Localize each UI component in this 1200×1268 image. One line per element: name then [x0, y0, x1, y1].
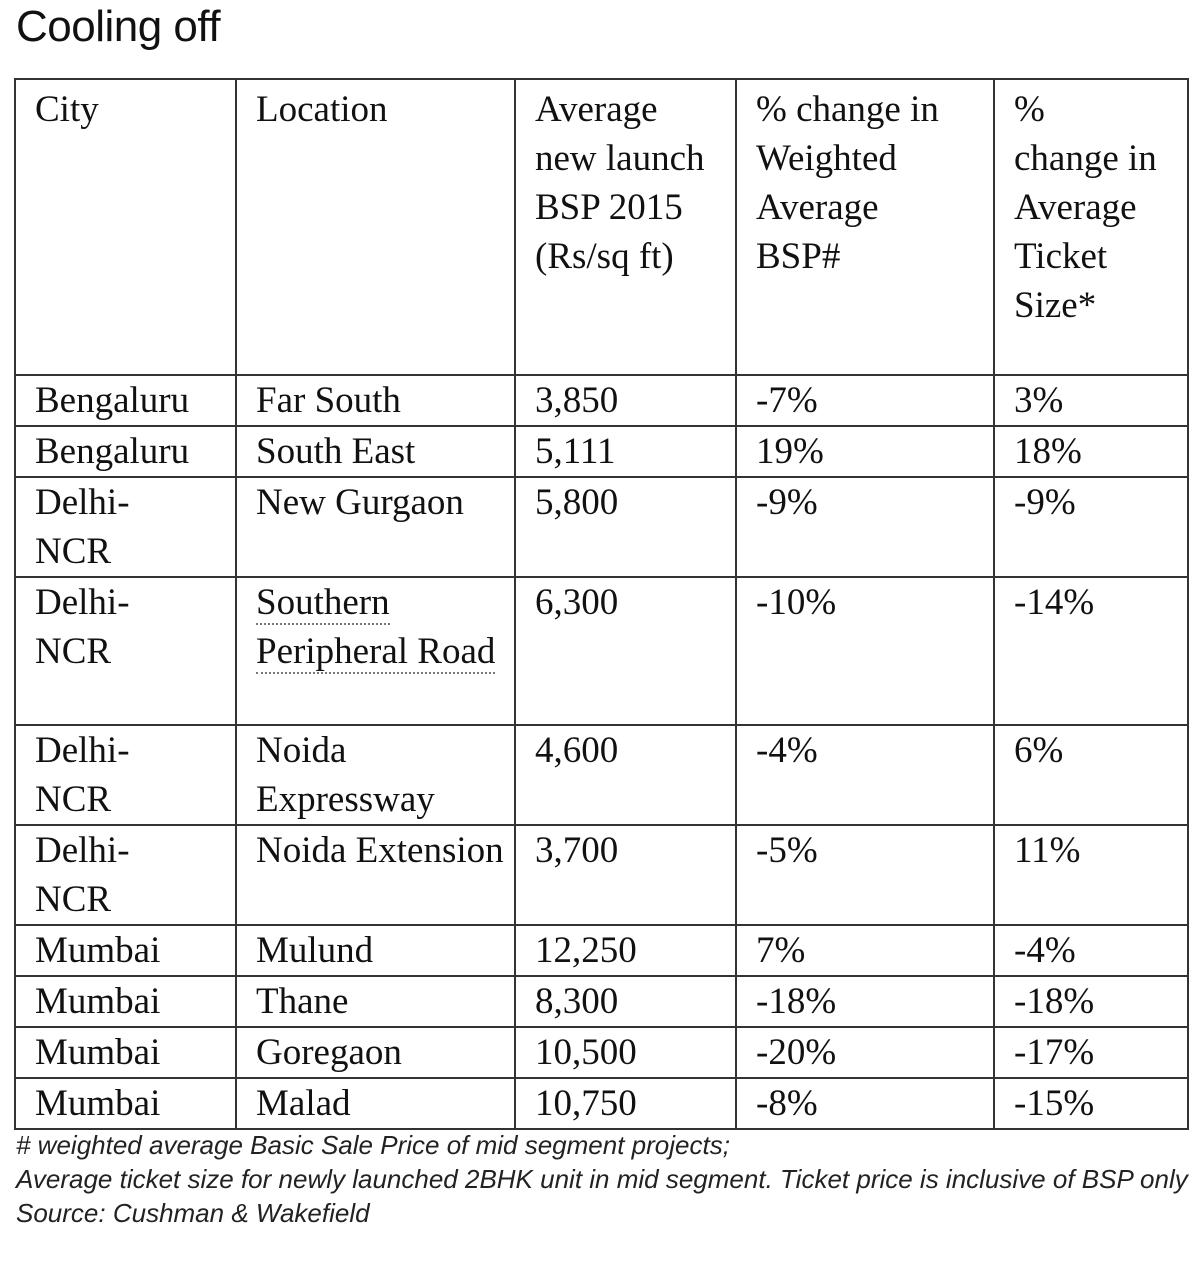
cell-bsp: 5,800	[515, 477, 736, 577]
cell-wa-change: -4%	[736, 725, 994, 825]
cell-wa-change: 19%	[736, 426, 994, 477]
cell-location: Malad	[236, 1078, 515, 1129]
table-row	[15, 1027, 1188, 1078]
page-title: Cooling off	[16, 2, 221, 51]
cell-bsp: 10,500	[515, 1027, 736, 1078]
column-header-ticket-size-change: % change in Average Ticket Size*	[994, 79, 1188, 375]
cell-ticket-change: -9%	[994, 477, 1188, 577]
cell-wa-change: -8%	[736, 1078, 994, 1129]
cell-wa-change: -20%	[736, 1027, 994, 1078]
column-header-location: Location	[236, 79, 515, 375]
footnote-ticket-size: Average ticket size for newly launched 2BHK unit in mid segment. Ticket price is inclusive of BSP only	[16, 1164, 1188, 1194]
cell-bsp: 6,300	[515, 577, 736, 725]
cell-location: Noida Extension	[236, 825, 515, 925]
cell-bsp: 5,111	[515, 426, 736, 477]
cell-city: Mumbai	[15, 1078, 236, 1129]
cell-ticket-change: -17%	[994, 1027, 1188, 1078]
cell-bsp: 10,750	[515, 1078, 736, 1129]
cell-city: Bengaluru	[15, 375, 236, 426]
cell-city: Mumbai	[15, 976, 236, 1027]
cell-ticket-change: 18%	[994, 426, 1188, 477]
cell-wa-change: -5%	[736, 825, 994, 925]
cell-location: Noida Expressway	[236, 725, 515, 825]
cell-bsp: 8,300	[515, 976, 736, 1027]
table-row	[15, 725, 1188, 825]
column-header-weighted-average-change: % change in Weighted Average BSP#	[736, 79, 994, 375]
cell-location: Thane	[236, 976, 515, 1027]
cell-ticket-change: -15%	[994, 1078, 1188, 1129]
table-row	[15, 925, 1188, 976]
cell-city: Delhi-NCR	[15, 577, 236, 725]
table-row	[15, 375, 1188, 426]
cell-location: New Gurgaon	[236, 477, 515, 577]
cell-location-text: Southern Peripheral Road	[256, 582, 496, 672]
cell-city: Bengaluru	[15, 426, 236, 477]
table-row	[15, 577, 1188, 725]
cell-city: Delhi-NCR	[15, 725, 236, 825]
cell-wa-change: -10%	[736, 577, 994, 725]
column-header-bsp: Average new launch BSP 2015 (Rs/sq ft)	[515, 79, 736, 375]
cell-bsp: 4,600	[515, 725, 736, 825]
cell-location: Goregaon	[236, 1027, 515, 1078]
column-header-city: City	[15, 79, 236, 375]
table-row	[15, 1078, 1188, 1129]
cell-location	[236, 577, 515, 725]
footnote-weighted-average: # weighted average Basic Sale Price of mid segment projects;	[16, 1130, 730, 1160]
cell-city: Mumbai	[15, 1027, 236, 1078]
table-row	[15, 825, 1188, 925]
cell-ticket-change: -14%	[994, 577, 1188, 725]
cell-bsp: 12,250	[515, 925, 736, 976]
cell-wa-change: -9%	[736, 477, 994, 577]
cell-ticket-change: -4%	[994, 925, 1188, 976]
cell-location: Far South	[236, 375, 515, 426]
cell-ticket-change: -18%	[994, 976, 1188, 1027]
cell-location: South East	[236, 426, 515, 477]
cell-bsp: 3,700	[515, 825, 736, 925]
source-note: Source: Cushman & Wakefield	[16, 1198, 370, 1228]
cell-city: Mumbai	[15, 925, 236, 976]
table-row	[15, 976, 1188, 1027]
cell-ticket-change: 6%	[994, 725, 1188, 825]
cell-city: Delhi-NCR	[15, 477, 236, 577]
cell-bsp: 3,850	[515, 375, 736, 426]
cell-ticket-change: 11%	[994, 825, 1188, 925]
cell-wa-change: 7%	[736, 925, 994, 976]
cell-ticket-change: 3%	[994, 375, 1188, 426]
footnotes	[16, 1128, 1196, 1230]
cell-wa-change: -18%	[736, 976, 994, 1027]
table-row	[15, 477, 1188, 577]
data-table	[14, 78, 1189, 1130]
cell-wa-change: -7%	[736, 375, 994, 426]
cell-location: Mulund	[236, 925, 515, 976]
table-row	[15, 426, 1188, 477]
cell-city: Delhi-NCR	[15, 825, 236, 925]
table-header-row	[15, 79, 1188, 375]
